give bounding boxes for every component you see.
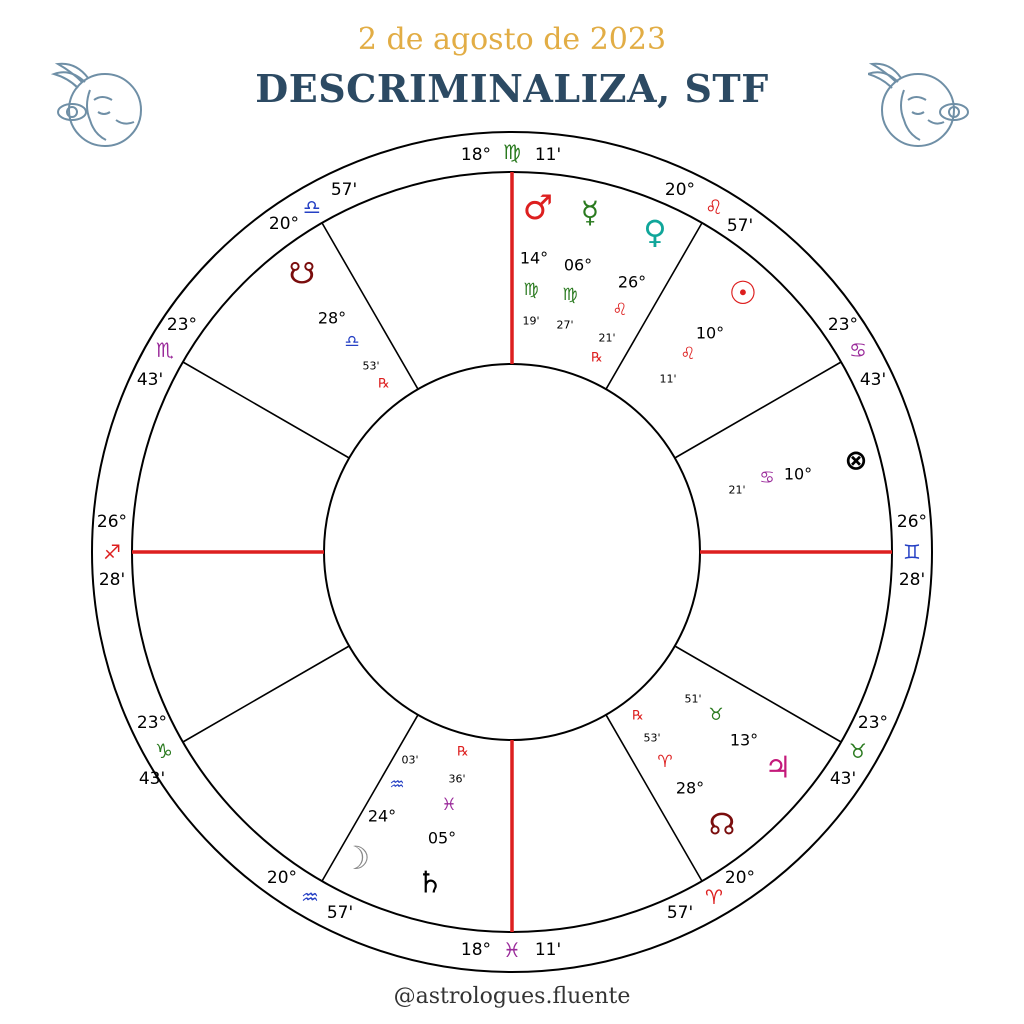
venus-minute: 21' [598,331,616,345]
cusp-dsc-sign-icon: ♐ [103,540,121,564]
venus-icon: ♀ [643,213,667,251]
fortune-degree: 10° [783,464,813,484]
south-node-degree: 28° [317,308,347,328]
jupiter-minute: 51' [684,692,702,706]
mercury-degree: 06° [563,255,593,275]
sun-degree: 10° [695,323,725,343]
south-node-icon: ☋ [288,256,316,292]
cusp-ic-degree: 18° [460,940,492,960]
saturn-retrograde-icon: ℞ [457,744,469,760]
cusp-h11-degree: 20° [664,180,696,200]
saturn-degree: 05° [427,828,457,848]
mars-sign-icon: ♍ [523,280,539,300]
mars-icon: ♂ [522,188,554,228]
cusp-h5-minute: 57' [326,903,354,923]
fortune-sign-icon: ♋ [759,468,775,488]
south-node-retrograde-icon: ℞ [378,376,390,392]
cusp-ic-sign-icon: ♓ [503,938,521,962]
sun-minute: 11' [659,372,677,386]
chart-title: DESCRIMINALIZA, STF [255,66,769,111]
venus-sign-icon: ♌ [612,300,628,320]
mars-minute: 19' [522,314,540,328]
south-node-minute: 53' [362,359,380,373]
north-node-minute: 53' [643,731,661,745]
mars-degree: 14° [519,248,549,268]
south-node-sign-icon: ♎ [344,332,360,352]
venus-degree: 26° [617,272,647,292]
fortune-minute: 21' [728,483,746,497]
cusp-h3-minute: 57' [666,903,694,923]
cusp-h8-sign-icon: ♏ [156,338,174,362]
saturn-sign-icon: ♓ [441,795,457,815]
cusp-mc-sign-icon: ♍ [503,140,521,164]
moon-degree: 24° [367,806,397,826]
jupiter-sign-icon: ♉ [708,705,724,725]
moon-minute: 03' [401,753,419,767]
cusp-h6-degree: 23° [136,713,168,733]
cusp-h3-sign-icon: ♈ [705,885,723,909]
moon-sign-icon: ♒ [389,775,405,795]
cusp-h2-degree: 23° [857,713,889,733]
mercury-icon: ☿ [580,195,600,231]
cusp-h6-minute: 43' [138,769,166,789]
north-node-sign-icon: ♈ [657,752,673,772]
sun-sign-icon: ♌ [680,344,696,364]
inner-circle [324,364,700,740]
instagram-handle: @astrologues.fluente [393,984,631,1009]
mercury-sign-icon: ♍ [562,285,578,305]
cusp-h5-sign-icon: ♒ [301,885,319,909]
cusp-ic-minute: 11' [534,940,562,960]
saturn-icon: ♄ [416,865,444,901]
saturn-minute: 36' [448,772,466,786]
house-6-line [183,646,349,742]
cusp-h9-minute: 57' [330,180,358,200]
cusp-h5-degree: 20° [266,868,298,888]
cusp-mc-degree: 18° [460,145,492,165]
fortune-icon: ⊗ [844,443,868,477]
house-12-line [675,362,841,458]
cusp-h6-sign-icon: ♑ [155,739,173,763]
cusp-dsc-minute: 28' [98,570,126,590]
cusp-mc-minute: 11' [534,145,562,165]
cusp-h12-minute: 43' [859,370,887,390]
cusp-h11-minute: 57' [726,216,754,236]
cusp-h12-sign-icon: ♋ [849,338,867,362]
north-node-retrograde-icon: ℞ [632,708,644,724]
north-node-icon: ☊ [708,807,736,843]
moon-icon: ☽ [341,839,371,877]
sun-icon: ☉ [728,274,758,312]
cusp-h9-degree: 20° [268,214,300,234]
cusp-h8-minute: 43' [136,370,164,390]
cusp-h11-sign-icon: ♌ [705,195,723,219]
cusp-asc-sign-icon: ♊ [903,540,921,564]
house-8-line [183,362,349,458]
cusp-h2-minute: 43' [829,769,857,789]
jupiter-icon: ♃ [764,750,792,786]
cusp-h12-degree: 23° [827,315,859,335]
cusp-asc-minute: 28' [898,570,926,590]
north-node-degree: 28° [675,778,705,798]
cusp-h9-sign-icon: ♎ [303,195,321,219]
cusp-dsc-degree: 26° [96,512,128,532]
cusp-h2-sign-icon: ♉ [849,739,867,763]
jupiter-degree: 13° [729,730,759,750]
venus-retrograde-icon: ℞ [591,350,603,366]
mercury-minute: 27' [556,318,574,332]
cusp-h8-degree: 23° [166,315,198,335]
cusp-h3-degree: 20° [724,868,756,888]
chart-date: 2 de agosto de 2023 [357,22,667,57]
cusp-asc-degree: 26° [896,512,928,532]
